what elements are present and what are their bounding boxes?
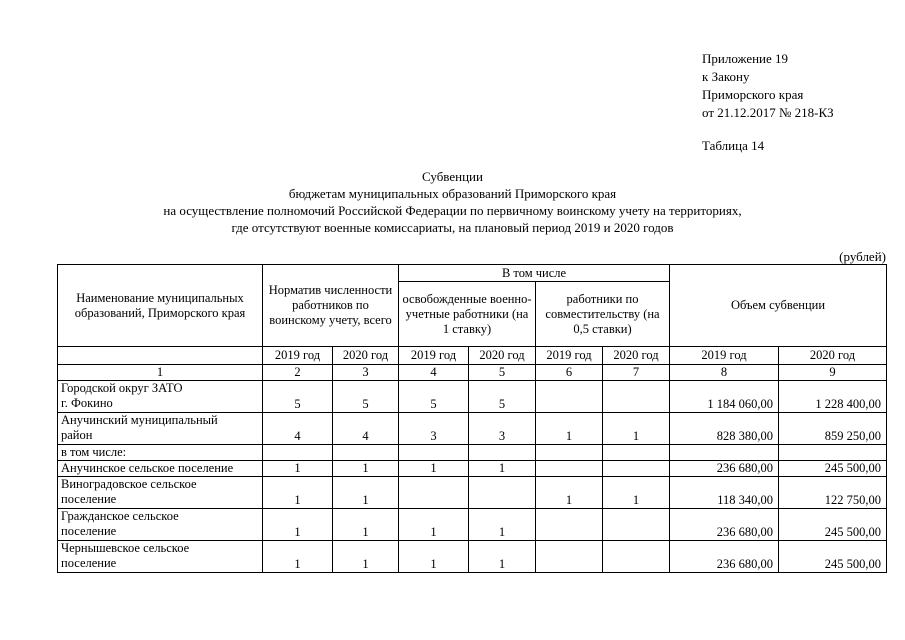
count-cell: 1 bbox=[263, 461, 333, 477]
count-cell bbox=[536, 445, 603, 461]
municipality-name bbox=[58, 413, 263, 445]
header-norm: Норматив численности работников по воинскому учету, всего bbox=[263, 265, 399, 347]
count-cell: 1 bbox=[333, 541, 399, 573]
table-row bbox=[58, 413, 887, 445]
column-number: 7 bbox=[603, 365, 670, 381]
column-number: 8 bbox=[670, 365, 779, 381]
municipality-name-line: район bbox=[61, 428, 93, 442]
count-cell bbox=[603, 461, 670, 477]
title-line: где отсутствуют военные комиссариаты, на плановый период 2019 и 2020 годов bbox=[231, 220, 674, 235]
column-number: 1 bbox=[58, 365, 263, 381]
header-year-2019: 2019 год bbox=[399, 347, 469, 365]
count-cell: 1 bbox=[263, 509, 333, 541]
municipality-name bbox=[58, 477, 263, 509]
count-cell: 1 bbox=[263, 477, 333, 509]
municipality-name-line: поселение bbox=[61, 524, 117, 538]
volume-cell: 118 340,00 bbox=[670, 477, 779, 509]
units-label: (рублей) bbox=[839, 249, 886, 264]
count-cell: 1 bbox=[603, 413, 670, 445]
municipality-name-line: в том числе: bbox=[61, 445, 127, 459]
count-cell: 1 bbox=[263, 541, 333, 573]
count-cell bbox=[603, 541, 670, 573]
municipality-name-line: Анучинский муниципальный bbox=[61, 413, 218, 427]
column-number-row bbox=[58, 365, 887, 381]
count-cell: 1 bbox=[333, 509, 399, 541]
title-line: бюджетам муниципальных образований Приморского края bbox=[288, 186, 617, 201]
count-cell bbox=[263, 445, 333, 461]
appendix-line: от 21.12.2017 № 218-КЗ bbox=[702, 105, 834, 120]
count-cell: 1 bbox=[333, 461, 399, 477]
table-number: Таблица 14 bbox=[702, 138, 765, 153]
volume-cell: 236 680,00 bbox=[670, 509, 779, 541]
count-cell: 1 bbox=[469, 509, 536, 541]
count-cell bbox=[603, 445, 670, 461]
column-number: 9 bbox=[779, 365, 887, 381]
document-title bbox=[0, 168, 905, 236]
count-cell: 1 bbox=[469, 461, 536, 477]
appendix-line: Приморского края bbox=[702, 87, 804, 102]
municipality-name bbox=[58, 381, 263, 413]
table-row bbox=[58, 541, 887, 573]
count-cell: 5 bbox=[263, 381, 333, 413]
count-cell: 1 bbox=[399, 461, 469, 477]
municipality-name-line: Чернышевское сельское bbox=[61, 541, 190, 555]
table-row bbox=[58, 477, 887, 509]
volume-cell: 859 250,00 bbox=[779, 413, 887, 445]
count-cell: 1 bbox=[469, 541, 536, 573]
count-cell bbox=[603, 509, 670, 541]
count-cell: 1 bbox=[333, 477, 399, 509]
volume-cell bbox=[779, 445, 887, 461]
volume-cell: 1 228 400,00 bbox=[779, 381, 887, 413]
header-year-2019: 2019 год bbox=[670, 347, 779, 365]
municipality-name-line: г. Фокино bbox=[61, 396, 113, 410]
count-cell bbox=[333, 445, 399, 461]
column-number: 6 bbox=[536, 365, 603, 381]
municipality-name-line: Виноградовское сельское bbox=[61, 477, 197, 491]
header-in-total: В том числе bbox=[399, 265, 670, 282]
count-cell bbox=[399, 477, 469, 509]
table-row bbox=[58, 461, 887, 477]
volume-cell: 245 500,00 bbox=[779, 509, 887, 541]
volume-cell bbox=[670, 445, 779, 461]
header-volume: Объем субвенции bbox=[670, 265, 887, 347]
volume-cell: 245 500,00 bbox=[779, 461, 887, 477]
header-year-2020: 2020 год bbox=[333, 347, 399, 365]
header-year-2020: 2020 год bbox=[603, 347, 670, 365]
count-cell: 1 bbox=[603, 477, 670, 509]
volume-cell: 236 680,00 bbox=[670, 541, 779, 573]
municipality-name bbox=[58, 509, 263, 541]
column-number: 4 bbox=[399, 365, 469, 381]
volume-cell: 236 680,00 bbox=[670, 461, 779, 477]
municipality-name-line: поселение bbox=[61, 556, 117, 570]
count-cell: 1 bbox=[399, 541, 469, 573]
municipality-name bbox=[58, 445, 263, 461]
count-cell bbox=[536, 509, 603, 541]
municipality-name-line: Анучинское сельское поселение bbox=[61, 461, 234, 475]
count-cell bbox=[603, 381, 670, 413]
header-year-2019: 2019 год bbox=[536, 347, 603, 365]
count-cell: 1 bbox=[536, 477, 603, 509]
count-cell: 4 bbox=[263, 413, 333, 445]
count-cell: 4 bbox=[333, 413, 399, 445]
table-row bbox=[58, 509, 887, 541]
count-cell bbox=[536, 541, 603, 573]
subvention-table bbox=[57, 264, 887, 573]
count-cell: 5 bbox=[399, 381, 469, 413]
municipality-name-line: Гражданское сельское bbox=[61, 509, 179, 523]
volume-cell: 828 380,00 bbox=[670, 413, 779, 445]
header-part-time: работники по совместительству (на 0,5 ставки) bbox=[536, 282, 670, 347]
table-row bbox=[58, 445, 887, 461]
municipality-name bbox=[58, 541, 263, 573]
header-released: освобожденные военно-учетные работники (на 1 ставку) bbox=[399, 282, 536, 347]
count-cell: 3 bbox=[399, 413, 469, 445]
count-cell bbox=[536, 461, 603, 477]
column-number: 5 bbox=[469, 365, 536, 381]
count-cell: 5 bbox=[469, 381, 536, 413]
count-cell bbox=[469, 477, 536, 509]
count-cell: 5 bbox=[333, 381, 399, 413]
column-number: 3 bbox=[333, 365, 399, 381]
count-cell: 3 bbox=[469, 413, 536, 445]
header-empty-cell bbox=[58, 347, 263, 365]
appendix-line: к Закону bbox=[702, 69, 750, 84]
header-year-2020: 2020 год bbox=[779, 347, 887, 365]
appendix-line: Приложение 19 bbox=[702, 51, 789, 66]
municipality-name-line: Городской округ ЗАТО bbox=[61, 381, 183, 395]
count-cell: 1 bbox=[536, 413, 603, 445]
count-cell: 1 bbox=[399, 509, 469, 541]
appendix-block bbox=[702, 50, 834, 122]
header-name: Наименование муниципальных образований, Приморского края bbox=[58, 265, 263, 347]
count-cell bbox=[399, 445, 469, 461]
volume-cell: 122 750,00 bbox=[779, 477, 887, 509]
municipality-name-line: поселение bbox=[61, 492, 117, 506]
title-line: на осуществление полномочий Российской Федерации по первичному воинскому учету на территориях, bbox=[163, 203, 742, 218]
count-cell bbox=[536, 381, 603, 413]
volume-cell: 245 500,00 bbox=[779, 541, 887, 573]
count-cell bbox=[469, 445, 536, 461]
header-year-2020: 2020 год bbox=[469, 347, 536, 365]
column-number: 2 bbox=[263, 365, 333, 381]
header-year-2019: 2019 год bbox=[263, 347, 333, 365]
title-line: Субвенции bbox=[422, 169, 483, 184]
volume-cell: 1 184 060,00 bbox=[670, 381, 779, 413]
table-row bbox=[58, 381, 887, 413]
municipality-name bbox=[58, 461, 263, 477]
